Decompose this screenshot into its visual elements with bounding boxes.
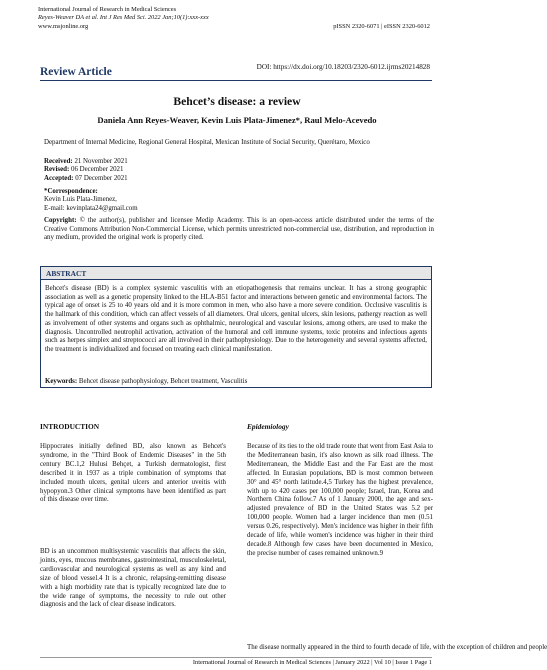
paper-title: Behcet’s disease: a review bbox=[173, 95, 301, 108]
header-divider bbox=[40, 80, 432, 81]
revised-date: 06 December 2021 bbox=[71, 166, 124, 174]
abstract-text: Behcet's disease (BD) is a complex systemic vasculitis with an etiopathogenesis that remains unclear. It has a strong geographic association as well as a genetic propensity linked to the HLA-B51 factor and interactions between genetic and environmental factors. The typical age of onset is 25 to 40 years old and it is more common in men, who also have a more severe condition. Occlusive vasculitis is the hallmark of this condition, which can affect vessels of all diameters. Oral ulcers, genital ulcers, skin lesions, pathergy reaction as well as involvement of other systems and organs such as ophthalmic, neurological and vascular lesions, among others, are used to make the diagnosis. Uncontrolled neutrophil activation, activation of the humoral and cell immune systems, toxic proteins and infectious agents such as herpes simplex and streptococci are all involved in their pathophysiology. Due to the heterogeneity and several systems affected, the treatment is individualized and focused on treating each clinical manifestation. bbox=[45, 285, 427, 353]
correspondence-email[interactable]: E-mail: kevinplata24@gmail.com bbox=[44, 204, 138, 212]
abstract-header bbox=[41, 267, 431, 280]
citation: Reyes-Weaver DA et al. Int J Res Med Sci. 2022 Jan;10(1):xxx-xxx bbox=[38, 14, 209, 22]
affiliation: Department of Internal Medicine, Regional General Hospital, Mexican Institute of Social Security, Querétaro, Mexico bbox=[44, 139, 370, 146]
website-link[interactable]: www.msjonline.org bbox=[38, 22, 89, 30]
keywords bbox=[45, 378, 427, 385]
keywords-label: Keywords: bbox=[45, 378, 78, 385]
journal-header bbox=[38, 6, 209, 31]
page-footer: International Journal of Research in Medical Sciences | January 2022 | Vol 10 | Issue 1 Page 1 bbox=[40, 657, 432, 666]
copyright-notice bbox=[44, 217, 434, 243]
authors: Daniela Ann Reyes-Weaver, Kevin Luis Plata-Jimenez*, Raul Melo-Acevedo bbox=[97, 115, 377, 125]
issn: pISSN 2320-6071 | eISSN 2320-6012 bbox=[333, 23, 430, 30]
journal-name: International Journal of Research in Medical Sciences bbox=[38, 6, 177, 13]
correspondence-name: Kevin Luis Plata-Jimenez, bbox=[44, 196, 117, 204]
correspondence-block bbox=[44, 188, 434, 213]
keywords-list: Behcet disease pathophysiology, Behcet treatment, Vasculitis bbox=[78, 378, 248, 385]
received-label: Received: bbox=[44, 158, 73, 165]
introduction-paragraph-2: BD is an uncommon multisystemic vasculitis that affects the skin, joints, eyes, mucous membranes, gastrointestinal, musculoskeletal, cardiovascular and neurological systems as well as any kind and size of blood vessel.4 It is a chronic, relapsing-remitting disease with a high morbidity rate that is typically recognized late due to the wide range of symptoms, the necessity to rule out other diagnosis and the lack of clear disease indicators. bbox=[40, 548, 226, 609]
copyright-text: © the author(s), publisher and licensee Medip Academy. This is an open-access article distributed under the terms of the Creative Commons Attribution Non-Commercial License, which permits unrestricted non-commercial use, distribution, and reproduction in any medium, provided the original work is properly cited. bbox=[44, 217, 434, 242]
introduction-paragraph-1: Hippocrates initially defined BD, also known as Behcet's syndrome, in the "Third Book of Endemic Diseases" in the 5th century BC.1,2 Hulusi Behçet, a Turkish dermatologist, first described it in 1937 as a triple combination of symptoms that included mouth ulcers, genital ulcers and anterior uveitis with hypopyon.3 Other clinical symptoms have been identified as part of this disease over time. bbox=[40, 443, 226, 504]
doi-link[interactable]: DOI: https://dx.doi.org/10.18203/2320-6012.ijrms20214828 bbox=[256, 63, 430, 71]
epidemiology-heading: Epidemiology bbox=[247, 422, 289, 431]
received-date: 21 November 2021 bbox=[74, 158, 128, 165]
abstract-heading: ABSTRACT bbox=[46, 269, 87, 278]
copyright-label: Copyright: bbox=[44, 217, 77, 224]
correspondence-label: *Correspondence: bbox=[44, 188, 98, 195]
article-type: Review Article bbox=[40, 66, 112, 78]
accepted-label: Accepted: bbox=[44, 174, 74, 182]
revised-label: Revised: bbox=[44, 166, 70, 174]
epidemiology-paragraph-1: Because of its ties to the old trade route that went from East Asia to the Mediterranean basin, it's also known as silk road illness. The Mediterranean, the Middle East and the Far East are the most affected. In Eurasian populations, BD is most common between 30° and 45° north latitude.4,5 Turkey has the highest prevalence, with up to 420 cases per 100,000 people; Israel, Iran, Korea and Northern China follow.7 As of 1 January 2000, the age and sex-adjusted prevalence of BD in the United States was 5.2 per 100,000 people. Women had a larger incidence than men (0.51 versus 0.26, respectively). Men's incidence was higher in their fifth decade of life, while women's incidence was higher in their third decade.8 Although few cases have been documented in Mexico, the precise number of cases remained unknown.9 bbox=[247, 443, 433, 557]
dates-block bbox=[44, 158, 434, 183]
epidemiology-paragraph-2: The disease normally appeared in the third to fourth decade of life, with the exception of children and people bbox=[247, 644, 547, 651]
introduction-heading: INTRODUCTION bbox=[40, 422, 100, 431]
accepted-date: 07 December 2021 bbox=[75, 174, 128, 182]
